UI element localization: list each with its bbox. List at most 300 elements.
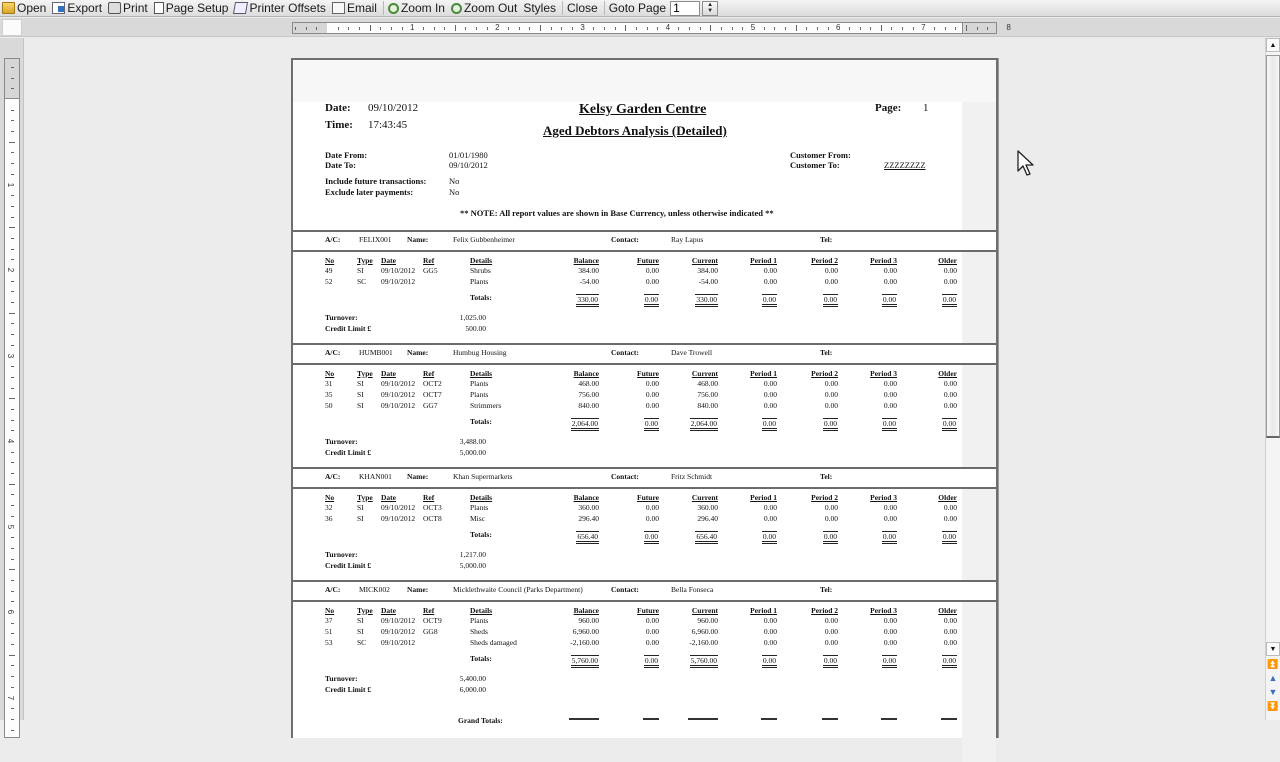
ruler-number: 7 xyxy=(921,23,926,32)
zoom-out-button[interactable] xyxy=(449,0,521,16)
ruler-tick xyxy=(11,67,14,68)
ruler-tick xyxy=(849,27,850,30)
column-header-p3: Period 3 xyxy=(870,369,897,378)
cell-older: 0.00 xyxy=(943,616,957,625)
ruler-tick xyxy=(11,591,14,592)
cell-future: 0.00 xyxy=(645,390,659,399)
ruler-tick xyxy=(796,25,797,31)
cell-ref: GG5 xyxy=(423,266,438,275)
ruler-tick xyxy=(806,27,807,30)
ruler-corner xyxy=(2,19,22,36)
total-balance: 656.40 xyxy=(576,531,599,544)
page-setup-icon xyxy=(154,2,164,14)
ruler-tick xyxy=(465,27,466,30)
ruler-number: 1 xyxy=(409,23,415,32)
previous-page-icon: ▲ xyxy=(1268,673,1278,683)
cell-current: 756.00 xyxy=(697,390,718,399)
column-header-p1: Period 1 xyxy=(750,256,777,265)
cell-details: Sheds xyxy=(470,627,488,636)
ruler-tick xyxy=(11,633,14,634)
cell-details: Shrubs xyxy=(470,266,491,275)
cell-future: 0.00 xyxy=(645,638,659,647)
account-header-band xyxy=(293,343,996,365)
ruler-tick xyxy=(764,27,765,30)
total-older: 0.00 xyxy=(942,418,957,431)
ruler-tick xyxy=(11,366,14,367)
column-header-details: Details xyxy=(470,493,493,502)
grand-total-future xyxy=(643,718,659,722)
total-p2: 0.00 xyxy=(823,418,838,431)
cell-p3: 0.00 xyxy=(883,638,897,647)
ruler-tick xyxy=(881,25,882,31)
ruler-tick xyxy=(11,676,14,677)
column-header-p1: Period 1 xyxy=(750,369,777,378)
column-header-ref: Ref xyxy=(423,493,435,502)
cell-type: SI xyxy=(357,379,364,388)
open-button[interactable] xyxy=(0,0,50,16)
account-code: FELIX001 xyxy=(359,235,392,244)
ruler-top-margin xyxy=(5,59,19,99)
turnover-value: 1,217.00 xyxy=(459,550,486,559)
last-page-button[interactable] xyxy=(1267,700,1279,712)
page-setup-label: Page Setup xyxy=(165,1,229,15)
customer-to-value: ZZZZZZZZ xyxy=(884,160,926,170)
cell-older: 0.00 xyxy=(943,277,957,286)
cell-date: 09/10/2012 xyxy=(381,266,416,275)
ruler-tick xyxy=(987,27,988,30)
ruler-tick xyxy=(955,27,956,30)
cell-current: 6,960.00 xyxy=(691,627,718,636)
page-value: 1 xyxy=(923,102,929,114)
scrollbar-thumb[interactable] xyxy=(1266,55,1280,438)
column-header-future: Future xyxy=(637,493,659,502)
ruler-tick xyxy=(689,27,690,30)
total-current: 2,064.00 xyxy=(690,418,718,431)
account-name-label: Name: xyxy=(407,472,429,481)
total-p3: 0.00 xyxy=(882,418,897,431)
cell-type: SI xyxy=(357,390,364,399)
cell-p2: 0.00 xyxy=(824,627,838,636)
ruler-tick xyxy=(870,27,871,30)
column-header-ref: Ref xyxy=(423,369,435,378)
column-header-balance: Balance xyxy=(573,369,599,378)
cell-details: Strimmers xyxy=(470,401,502,410)
zoom-in-button[interactable] xyxy=(386,0,449,16)
ruler-tick xyxy=(657,27,658,30)
cell-date: 09/10/2012 xyxy=(381,616,416,625)
ruler-tick xyxy=(11,623,14,624)
total-older: 0.00 xyxy=(942,655,957,668)
spin-up-icon[interactable]: ▲ xyxy=(707,2,714,8)
open-label: Open xyxy=(17,1,47,15)
totals-label: Totals: xyxy=(470,293,492,302)
cell-p2: 0.00 xyxy=(824,379,838,388)
contact-name: Ray Lapus xyxy=(671,235,704,244)
ruler-tick xyxy=(11,388,14,389)
account-header-band xyxy=(293,467,996,489)
export-button[interactable] xyxy=(50,0,106,16)
column-header-balance: Balance xyxy=(573,493,599,502)
account-name: Micklethwaite Council (Parks Department) xyxy=(453,585,583,594)
turnover-label: Turnover: xyxy=(325,437,358,446)
turnover-value: 5,400.00 xyxy=(459,674,486,683)
horizontal-ruler[interactable] xyxy=(292,22,1011,34)
column-header-type: Type xyxy=(357,493,373,502)
zoom-in-label: Zoom In xyxy=(400,1,445,15)
cell-p3: 0.00 xyxy=(883,266,897,275)
cell-p2: 0.00 xyxy=(824,514,838,523)
cell-ref: OCT8 xyxy=(423,514,442,523)
ruler-tick xyxy=(11,238,14,239)
cell-older: 0.00 xyxy=(943,390,957,399)
turnover-label: Turnover: xyxy=(325,550,358,559)
ruler-tick xyxy=(11,206,14,207)
last-page-icon: ⏬ xyxy=(1267,701,1279,711)
ruler-tick xyxy=(902,27,903,30)
page-right-margin xyxy=(962,102,996,762)
cell-future: 0.00 xyxy=(645,379,659,388)
cell-balance: -54.00 xyxy=(579,277,599,286)
ruler-tick xyxy=(11,516,14,517)
ruler-tick xyxy=(540,25,541,31)
ruler-tick xyxy=(9,655,15,656)
ruler-tick xyxy=(11,259,14,260)
column-header-balance: Balance xyxy=(573,256,599,265)
column-header-older: Older xyxy=(938,493,957,502)
ruler-tick xyxy=(11,334,14,335)
email-label: Email xyxy=(346,1,377,15)
cell-current: 360.00 xyxy=(697,503,718,512)
total-balance: 5,760.00 xyxy=(571,655,599,668)
zoom-in-icon xyxy=(388,3,399,14)
time-value: 17:43:45 xyxy=(368,119,408,131)
column-header-date: Date xyxy=(381,256,396,265)
ruler-tick xyxy=(11,644,14,645)
cell-no: 37 xyxy=(325,616,333,625)
ruler-tick xyxy=(11,249,14,250)
print-label: Print xyxy=(123,1,148,15)
column-header-p3: Period 3 xyxy=(870,606,897,615)
spin-down-icon[interactable]: ▼ xyxy=(707,8,714,14)
cell-type: SI xyxy=(357,616,364,625)
report-page xyxy=(291,58,998,738)
page-top-margin xyxy=(293,60,996,102)
cell-details: Plants xyxy=(470,616,489,625)
arrow-up-icon: ▲ xyxy=(1269,41,1277,49)
cell-older: 0.00 xyxy=(943,638,957,647)
ruler-tick xyxy=(444,27,445,30)
exclude-later-label: Exclude later payments: xyxy=(325,187,414,197)
ruler-tick xyxy=(11,494,14,495)
cell-p1: 0.00 xyxy=(763,277,777,286)
cell-current: 840.00 xyxy=(697,401,718,410)
account-code: HUMB001 xyxy=(359,348,393,357)
credit-limit-value: 500.00 xyxy=(465,324,486,333)
cell-older: 0.00 xyxy=(943,401,957,410)
next-page-button[interactable] xyxy=(1267,686,1279,698)
goto-page-text: Goto Page xyxy=(608,1,667,15)
cell-older: 0.00 xyxy=(943,514,957,523)
ruler-tick xyxy=(742,27,743,30)
grand-total-balance xyxy=(569,718,599,722)
account-name: Humbug Housing xyxy=(453,348,507,357)
totals-label: Totals: xyxy=(470,530,492,539)
total-p1: 0.00 xyxy=(762,655,777,668)
cell-current: 384.00 xyxy=(697,266,718,275)
ruler-tick xyxy=(9,569,15,570)
ruler-number: 6 xyxy=(835,23,841,32)
include-future-label: Include future transactions: xyxy=(325,176,427,186)
scroll-down-button[interactable] xyxy=(1266,642,1280,656)
first-page-button[interactable] xyxy=(1267,658,1279,670)
ruler-tick xyxy=(519,27,520,30)
tel-label: Tel: xyxy=(820,348,833,357)
total-older: 0.00 xyxy=(942,294,957,307)
arrow-down-icon: ▼ xyxy=(1269,645,1277,653)
email-button[interactable] xyxy=(330,0,381,16)
ruler-tick xyxy=(11,687,14,688)
ruler-tick xyxy=(529,27,530,30)
cell-type: SC xyxy=(357,638,367,647)
date-value: 09/10/2012 xyxy=(368,102,419,114)
cell-details: Plants xyxy=(470,277,489,286)
column-header-no: No xyxy=(325,256,335,265)
turnover-value: 1,025.00 xyxy=(459,313,486,322)
total-current: 5,760.00 xyxy=(690,655,718,668)
ruler-tick xyxy=(860,27,861,30)
date-from-label: Date From: xyxy=(325,150,368,160)
column-header-p1: Period 1 xyxy=(750,606,777,615)
cell-p2: 0.00 xyxy=(824,277,838,286)
cell-type: SI xyxy=(357,401,364,410)
total-p2: 0.00 xyxy=(823,655,838,668)
ruler-tick xyxy=(891,27,892,30)
cell-balance: 840.00 xyxy=(578,401,599,410)
ruler-tick xyxy=(11,281,14,282)
column-header-current: Current xyxy=(691,606,718,615)
ruler-tick xyxy=(593,27,594,30)
total-balance: 2,064.00 xyxy=(571,418,599,431)
cell-p3: 0.00 xyxy=(883,401,897,410)
column-header-current: Current xyxy=(691,256,718,265)
cell-no: 31 xyxy=(325,379,333,388)
ruler-number: 2 xyxy=(495,23,500,32)
column-header-p3: Period 3 xyxy=(870,256,897,265)
account-header-band xyxy=(293,580,996,602)
account-name-label: Name: xyxy=(407,235,429,244)
cell-type: SI xyxy=(357,514,364,523)
cell-p3: 0.00 xyxy=(883,616,897,625)
ruler-tick xyxy=(11,665,14,666)
cell-future: 0.00 xyxy=(645,514,659,523)
credit-limit-value: 5,000.00 xyxy=(459,561,486,570)
goto-page-input[interactable] xyxy=(670,1,700,16)
next-page-icon: ▼ xyxy=(1268,687,1278,697)
styles-button[interactable] xyxy=(521,0,560,16)
ruler-number: 6 xyxy=(6,609,16,615)
ruler-number: 4 xyxy=(6,438,16,444)
time-label: Time: xyxy=(325,119,353,131)
cell-details: Plants xyxy=(470,379,489,388)
printer-offsets-icon xyxy=(233,2,248,14)
ruler-tick xyxy=(423,27,424,30)
cell-balance: 384.00 xyxy=(578,266,599,275)
cell-date: 09/10/2012 xyxy=(381,638,416,647)
cell-p3: 0.00 xyxy=(883,503,897,512)
turnover-value: 3,488.00 xyxy=(459,437,486,446)
ruler-tick xyxy=(710,25,711,31)
ruler-number: 5 xyxy=(6,524,16,529)
zoom-out-label: Zoom Out xyxy=(463,1,518,15)
printer-offsets-button[interactable] xyxy=(232,0,329,16)
ruler-tick xyxy=(966,25,967,31)
cell-balance: 360.00 xyxy=(578,503,599,512)
cell-p3: 0.00 xyxy=(883,277,897,286)
account-code: KHAN001 xyxy=(359,472,392,481)
exclude-later-value: No xyxy=(449,187,460,197)
ruler-tick xyxy=(11,323,14,324)
ruler-tick xyxy=(817,27,818,30)
ruler-tick xyxy=(913,27,914,30)
previous-page-button[interactable] xyxy=(1267,672,1279,684)
horizontal-ruler-bar xyxy=(0,18,1280,37)
column-header-date: Date xyxy=(381,493,396,502)
cell-p1: 0.00 xyxy=(763,638,777,647)
turnover-label: Turnover: xyxy=(325,313,358,322)
total-balance: 330.00 xyxy=(576,294,599,307)
cell-p2: 0.00 xyxy=(824,401,838,410)
cell-balance: -2,160.00 xyxy=(570,638,599,647)
ruler-number: 8 xyxy=(1006,23,1011,32)
ruler-tick xyxy=(11,420,14,421)
cell-p1: 0.00 xyxy=(763,627,777,636)
total-future: 0.00 xyxy=(644,418,659,431)
ruler-tick xyxy=(828,27,829,30)
column-header-future: Future xyxy=(637,256,659,265)
ruler-tick xyxy=(615,27,616,30)
cell-date: 09/10/2012 xyxy=(381,627,416,636)
cell-date: 09/10/2012 xyxy=(381,277,416,286)
vertical-ruler[interactable] xyxy=(4,58,20,738)
zoom-out-icon xyxy=(451,3,462,14)
contact-name: Bella Fonseca xyxy=(671,585,714,594)
column-header-p1: Period 1 xyxy=(750,493,777,502)
cell-current: 468.00 xyxy=(697,379,718,388)
ruler-tick xyxy=(934,27,935,30)
ruler-tick xyxy=(11,302,14,303)
ruler-tick xyxy=(625,25,626,31)
cell-date: 09/10/2012 xyxy=(381,390,416,399)
date-from-value: 01/01/1980 xyxy=(449,150,488,160)
company-name: Kelsy Garden Centre xyxy=(579,102,707,117)
total-p3: 0.00 xyxy=(882,655,897,668)
cell-no: 35 xyxy=(325,390,333,399)
cell-ref: OCT7 xyxy=(423,390,442,399)
ruler-tick xyxy=(9,227,15,228)
cell-future: 0.00 xyxy=(645,616,659,625)
toolbar-separator xyxy=(562,1,563,15)
date-label: Date: xyxy=(325,102,351,114)
cell-ref: GG8 xyxy=(423,627,438,636)
print-button[interactable] xyxy=(106,0,152,16)
ruler-tick xyxy=(11,430,14,431)
ruler-tick xyxy=(561,27,562,30)
ruler-tick xyxy=(11,377,14,378)
ruler-tick xyxy=(11,345,14,346)
column-header-date: Date xyxy=(381,606,396,615)
goto-page-spinner[interactable] xyxy=(702,1,718,16)
total-p1: 0.00 xyxy=(762,294,777,307)
contact-name: Fritz Schmidt xyxy=(671,472,713,481)
column-header-older: Older xyxy=(938,606,957,615)
total-older: 0.00 xyxy=(942,531,957,544)
ruler-tick xyxy=(11,174,14,175)
cell-ref: OCT2 xyxy=(423,379,442,388)
scroll-up-button[interactable] xyxy=(1266,38,1280,52)
cell-no: 36 xyxy=(325,514,333,523)
account-header-band xyxy=(293,230,996,252)
vertical-ruler-bar xyxy=(0,38,24,720)
ruler-tick xyxy=(348,27,349,30)
cell-balance: 296.40 xyxy=(578,514,599,523)
cell-type: SI xyxy=(357,266,364,275)
ruler-tick xyxy=(338,27,339,30)
cell-details: Misc xyxy=(470,514,485,523)
cell-ref: OCT9 xyxy=(423,616,442,625)
cell-p3: 0.00 xyxy=(883,379,897,388)
ruler-tick xyxy=(11,601,14,602)
page-setup-button[interactable] xyxy=(152,0,233,16)
ruler-tick xyxy=(11,291,14,292)
ruler-tick xyxy=(11,708,14,709)
cell-future: 0.00 xyxy=(645,266,659,275)
ruler-tick xyxy=(11,152,14,153)
ruler-tick xyxy=(295,27,296,30)
ruler-tick xyxy=(945,27,946,30)
cell-older: 0.00 xyxy=(943,266,957,275)
customer-from-label: Customer From: xyxy=(790,150,851,160)
cell-balance: 756.00 xyxy=(578,390,599,399)
column-header-details: Details xyxy=(470,606,493,615)
total-p3: 0.00 xyxy=(882,531,897,544)
report-title: Aged Debtors Analysis (Detailed) xyxy=(543,123,727,138)
grand-totals-label: Grand Totals: xyxy=(458,716,503,725)
vertical-scrollbar[interactable] xyxy=(1265,38,1280,720)
grand-total-p2 xyxy=(822,718,838,722)
cell-older: 0.00 xyxy=(943,503,957,512)
cell-p3: 0.00 xyxy=(883,514,897,523)
ruler-tick xyxy=(316,27,317,30)
cell-future: 0.00 xyxy=(645,401,659,410)
column-header-p2: Period 2 xyxy=(811,369,838,378)
cell-no: 52 xyxy=(325,277,333,286)
cell-future: 0.00 xyxy=(645,503,659,512)
total-current: 656.40 xyxy=(695,531,718,544)
total-current: 330.00 xyxy=(695,294,718,307)
ruler-number: 1 xyxy=(6,182,16,187)
ruler-tick xyxy=(732,27,733,30)
mouse-pointer-icon xyxy=(1017,150,1037,178)
ruler-tick xyxy=(572,27,573,30)
goto-page-label xyxy=(607,0,670,16)
ruler-tick xyxy=(11,217,14,218)
cell-balance: 468.00 xyxy=(578,379,599,388)
close-button[interactable] xyxy=(565,0,602,16)
ruler-tick xyxy=(508,27,509,30)
cell-older: 0.00 xyxy=(943,627,957,636)
cell-p1: 0.00 xyxy=(763,514,777,523)
ruler-tick xyxy=(359,27,360,30)
